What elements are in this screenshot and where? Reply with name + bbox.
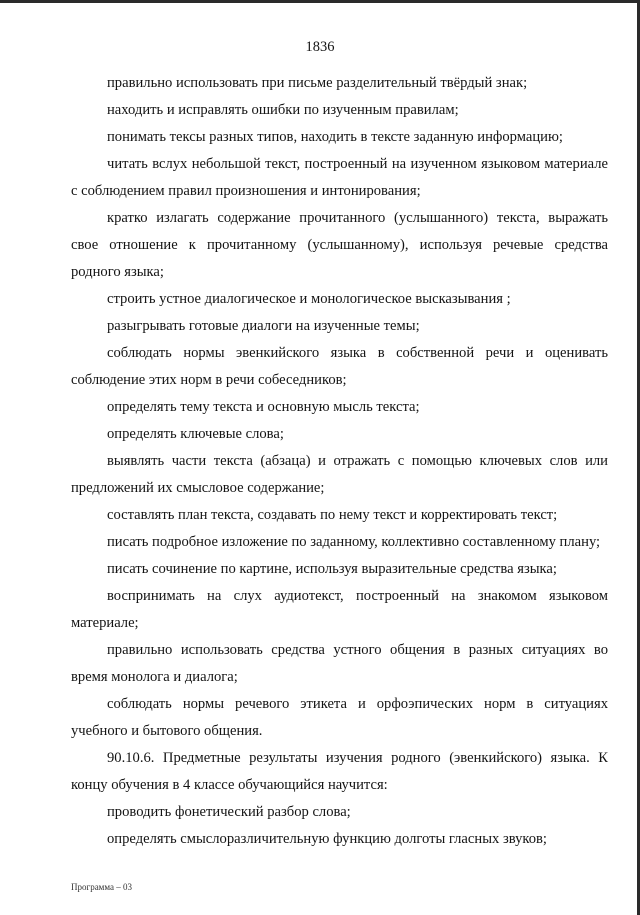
paragraph-14: писать сочинение по картине, используя выразительные средства языка; bbox=[107, 561, 557, 577]
paragraph-2: находить и исправлять ошибки по изученным правилам; bbox=[107, 102, 459, 118]
paragraph-19: проводить фонетический разбор слова; bbox=[107, 804, 351, 820]
paragraph-11: выявлять части текста (абзаца) и отражать с помощью ключевых слов или предложений их смысловое содержание; bbox=[71, 453, 608, 496]
paragraph-9: определять тему текста и основную мысль текста; bbox=[107, 399, 420, 415]
document-body bbox=[71, 70, 608, 853]
paragraph-16: правильно использовать средства устного общения в разных ситуациях во время монолога и диалога; bbox=[71, 642, 608, 685]
paragraph-15: воспринимать на слух аудиотекст, построенный на знакомом языковом материале; bbox=[71, 588, 608, 631]
paragraph-1: правильно использовать при письме разделительный твёрдый знак; bbox=[107, 75, 528, 91]
paragraph-6: строить устное диалогическое и монологическое высказывания ; bbox=[107, 291, 511, 307]
paragraph-17: соблюдать нормы речевого этикета и орфоэпических норм в ситуациях учебного и бытового общения. bbox=[71, 696, 608, 739]
scan-edge-top bbox=[0, 0, 640, 3]
footer-program-label: Программа – 03 bbox=[71, 882, 133, 892]
paragraph-5: кратко излагать содержание прочитанного (услышанного) текста, выражать свое отношение к прочитанному (услышанному), используя речевые средства родного языка; bbox=[71, 210, 608, 280]
paragraph-12: составлять план текста, создавать по нему текст и корректировать текст; bbox=[107, 507, 558, 523]
paragraph-7: разыгрывать готовые диалоги на изученные темы; bbox=[107, 318, 420, 334]
page-number: 1836 bbox=[305, 39, 335, 55]
paragraph-4: читать вслух небольшой текст, построенный на изученном языковом материале с соблюдением правил произношения и интонирования; bbox=[71, 156, 608, 199]
paragraph-10: определять ключевые слова; bbox=[107, 426, 284, 442]
paragraph-8: соблюдать нормы эвенкийского языка в собственной речи и оценивать соблюдение этих норм в речи собеседников; bbox=[71, 345, 608, 388]
paragraph-18-section-heading: 90.10.6. Предметные результаты изучения родного (эвенкийского) языка. К концу обучения в 4 классе обучающийся научится: bbox=[71, 750, 608, 793]
paragraph-20: определять смыслоразличительную функцию долготы гласных звуков; bbox=[107, 831, 547, 847]
paragraph-3: понимать тексы разных типов, находить в тексте заданную информацию; bbox=[107, 129, 563, 145]
paragraph-13: писать подробное изложение по заданному, коллективно составленному плану; bbox=[107, 534, 601, 550]
